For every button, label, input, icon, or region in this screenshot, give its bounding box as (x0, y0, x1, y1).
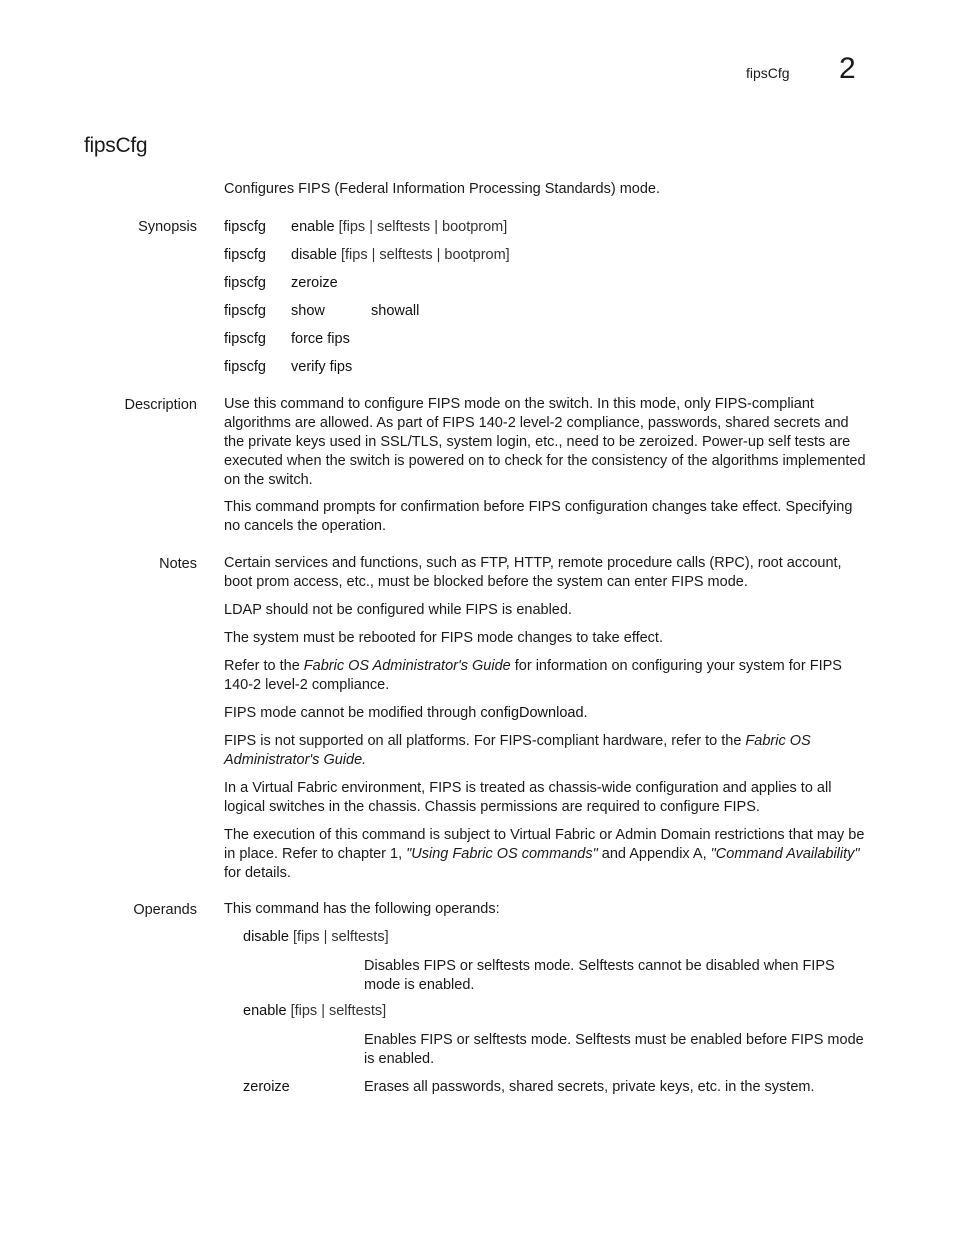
operand-args: [fips | selftests] (290, 1003, 387, 1019)
guide-reference: Fabric OS Administrator's Guide (303, 658, 511, 674)
chapter-number: 2 (839, 52, 856, 85)
synopsis-operand: verify fips (291, 359, 353, 375)
note-paragraph: The system must be rebooted for FIPS mode changes to take effect. (224, 630, 663, 646)
note-paragraph: Certain services and functions, such as FTP, HTTP, remote procedure calls (RPC), root account, boot prom access, etc., must be blocked before the system can enter FIPS mode. (224, 555, 842, 590)
operands-intro: This command has the following operands: (224, 901, 500, 917)
page-title: fipsCfg (84, 134, 148, 157)
synopsis-command: fipscfg (224, 275, 266, 291)
synopsis-command: fipscfg (224, 219, 266, 235)
operand-description: Disables FIPS or selftests mode. Selftests cannot be disabled when FIPS mode is enabled. (364, 958, 835, 993)
operand-args: [fips | selftests] (292, 929, 389, 945)
note-paragraph (224, 732, 870, 770)
chapter-reference: "Using Fabric OS commands" (406, 846, 598, 862)
note-paragraph (224, 826, 870, 883)
synopsis-operand: enable (291, 219, 335, 235)
note-text: for information on configuring your system for FIPS 140-2 level-2 compliance. (224, 658, 842, 693)
operand-keyword: enable (243, 1003, 287, 1019)
operands-label: Operands (133, 902, 197, 918)
synopsis-operand: zeroize (291, 275, 338, 291)
synopsis-command: fipscfg (224, 303, 266, 319)
note-paragraph: In a Virtual Fabric environment, FIPS is treated as chassis-wide configuration and applies to all logical switches in the chassis. Chassis permissions are required to configure FIPS. (224, 780, 832, 815)
operand-keyword: disable (243, 929, 289, 945)
synopsis-operand: disable (291, 247, 337, 263)
operand-name (243, 929, 389, 945)
note-paragraph (224, 704, 870, 723)
note-text: for details. (224, 865, 291, 881)
note-paragraph (224, 657, 870, 695)
note-text: FIPS is not supported on all platforms. For FIPS-compliant hardware, refer to the (224, 733, 746, 749)
note-text: The execution of this command is subject to Virtual Fabric or Admin Domain restrictions that may be in place. Refer to chapter 1, (224, 827, 865, 862)
note-text: FIPS mode cannot be modified through (224, 705, 481, 721)
note-text: Refer to the (224, 658, 304, 674)
operand-keyword: zeroize (243, 1079, 290, 1095)
operand-name (243, 1003, 386, 1019)
command-reference: configDownload. (480, 705, 588, 721)
note-paragraph: LDAP should not be configured while FIPS is enabled. (224, 602, 572, 618)
operand-description: Enables FIPS or selftests mode. Selftests must be enabled before FIPS mode is enabled. (364, 1032, 864, 1067)
operand-description: Erases all passwords, shared secrets, private keys, etc. in the system. (364, 1079, 815, 1095)
notes-label: Notes (159, 556, 197, 572)
synopsis-args: [fips | selftests | bootprom] (338, 219, 508, 235)
command-summary: Configures FIPS (Federal Information Processing Standards) mode. (224, 181, 661, 197)
synopsis-command: fipscfg (224, 247, 266, 263)
appendix-reference: "Command Availability" (710, 846, 860, 862)
note-text: and Appendix A, (597, 846, 711, 862)
synopsis-extra-option: showall (371, 303, 420, 319)
description-paragraph: This command prompts for confirmation before FIPS configuration changes take effect. Specifying no cancels the operation. (224, 499, 853, 534)
synopsis-command: fipscfg (224, 331, 266, 347)
synopsis-args: [fips | selftests | bootprom] (340, 247, 510, 263)
description-label: Description (124, 397, 197, 413)
operand-name (243, 1079, 290, 1095)
synopsis-label: Synopsis (138, 219, 197, 235)
description-paragraph: Use this command to configure FIPS mode on the switch. In this mode, only FIPS-compliant algorithms are allowed. As part of FIPS 140-2 level-2 compliance, passwords, shared secrets and the private keys used in SSL/TLS, system login, etc., need to be zeroized. Power-up self tests are executed when the switch is powered on to check for the consistency of the algorithms implemented on the switch. (224, 396, 866, 488)
guide-reference: Fabric OS Administrator's Guide. (224, 733, 811, 768)
synopsis-operand: force fips (291, 331, 350, 347)
running-header-command: fipsCfg (746, 65, 790, 81)
synopsis-operand: show (291, 303, 325, 319)
synopsis-command: fipscfg (224, 359, 266, 375)
